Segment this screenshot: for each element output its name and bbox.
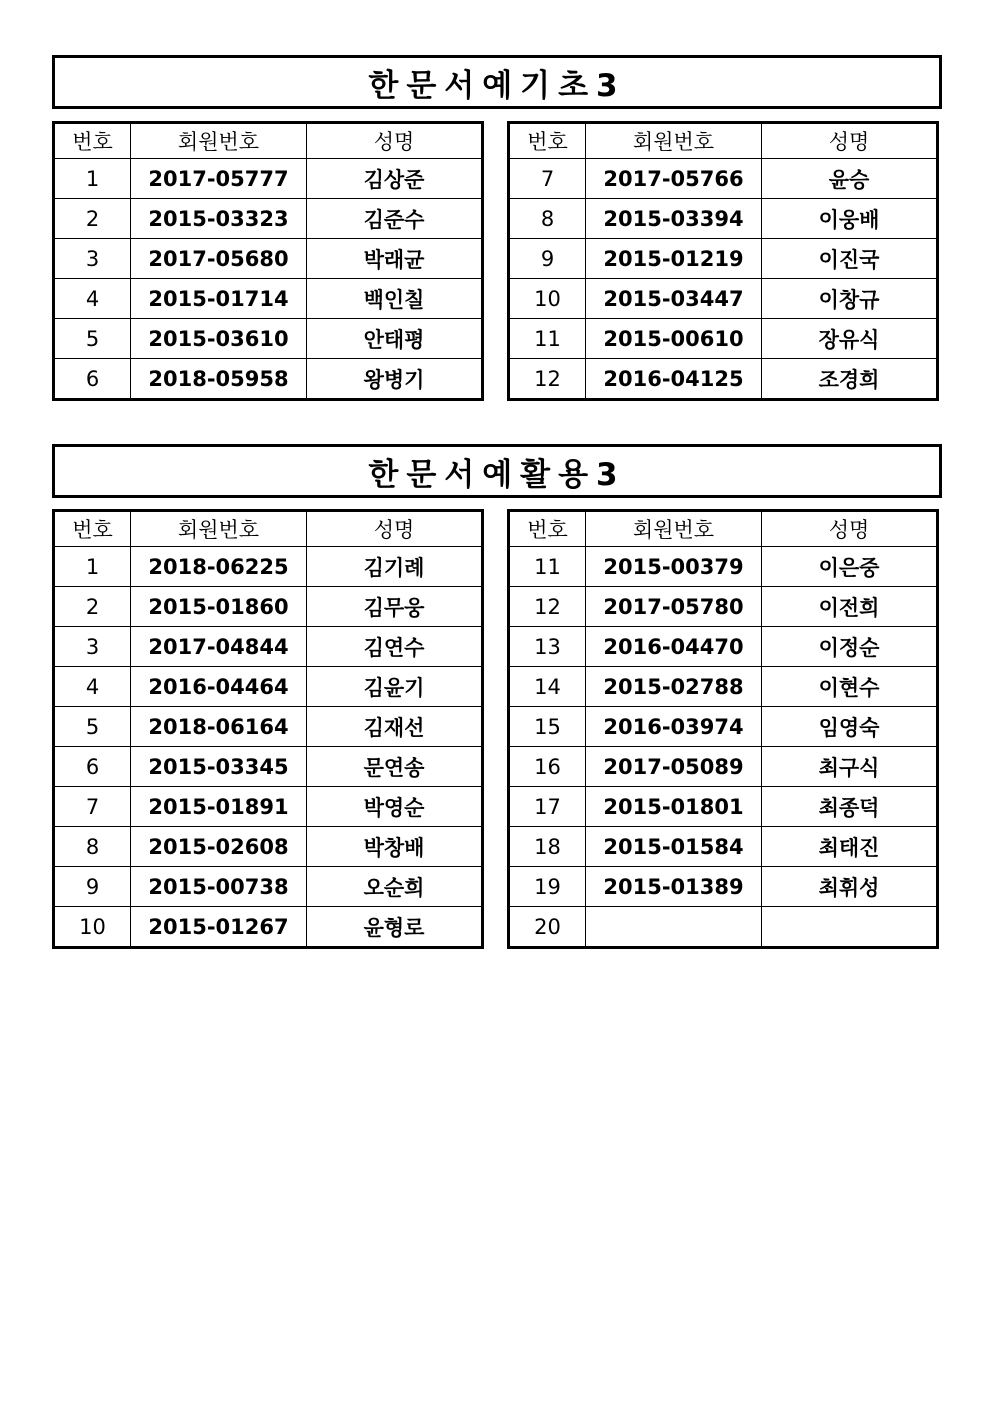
row-no: 18	[509, 827, 586, 867]
table-row	[54, 627, 483, 667]
table-row	[54, 279, 483, 319]
roster-table-basic-left	[52, 121, 484, 401]
row-name: 최휘성	[762, 867, 938, 907]
row-name: 최구식	[762, 747, 938, 787]
row-no: 15	[509, 707, 586, 747]
row-member-id: 2015-01219	[586, 239, 762, 279]
row-member-id: 2015-03345	[131, 747, 307, 787]
row-member-id: 2015-01389	[586, 867, 762, 907]
row-name: 이웅배	[762, 199, 938, 239]
header-name: 성명	[307, 511, 483, 547]
row-no: 2	[54, 199, 131, 239]
row-no: 13	[509, 627, 586, 667]
table-row	[509, 279, 938, 319]
row-no: 3	[54, 627, 131, 667]
row-name: 김무웅	[307, 587, 483, 627]
row-name: 이창규	[762, 279, 938, 319]
row-no: 19	[509, 867, 586, 907]
table-header-row	[54, 511, 483, 547]
row-member-id: 2015-01860	[131, 587, 307, 627]
row-no: 4	[54, 279, 131, 319]
table-row	[509, 547, 938, 587]
row-name: 김기례	[307, 547, 483, 587]
row-no: 8	[509, 199, 586, 239]
row-member-id: 2018-06164	[131, 707, 307, 747]
roster-table-applied-right	[507, 509, 939, 949]
row-name: 김윤기	[307, 667, 483, 707]
table-row	[54, 907, 483, 948]
row-member-id: 2015-03447	[586, 279, 762, 319]
row-name: 장유식	[762, 319, 938, 359]
table-row	[54, 239, 483, 279]
row-name: 김상준	[307, 159, 483, 199]
table-row	[54, 547, 483, 587]
row-no: 1	[54, 547, 131, 587]
row-no: 16	[509, 747, 586, 787]
row-no: 7	[54, 787, 131, 827]
header-no: 번호	[509, 123, 586, 159]
row-no: 7	[509, 159, 586, 199]
header-no: 번호	[509, 511, 586, 547]
row-no: 8	[54, 827, 131, 867]
table-row	[54, 159, 483, 199]
row-member-id: 2015-00738	[131, 867, 307, 907]
row-member-id: 2017-05766	[586, 159, 762, 199]
row-name: 박창배	[307, 827, 483, 867]
row-member-id: 2015-03394	[586, 199, 762, 239]
row-member-id: 2016-04470	[586, 627, 762, 667]
row-name: 최태진	[762, 827, 938, 867]
row-member-id: 2018-05958	[131, 359, 307, 400]
row-name: 문연송	[307, 747, 483, 787]
row-name: 이정순	[762, 627, 938, 667]
row-no: 5	[54, 319, 131, 359]
table-row	[54, 587, 483, 627]
header-member-id: 회원번호	[131, 123, 307, 159]
table-row	[509, 239, 938, 279]
row-name: 안태평	[307, 319, 483, 359]
table-row	[509, 667, 938, 707]
table-row	[509, 707, 938, 747]
table-row	[509, 159, 938, 199]
row-member-id: 2015-03323	[131, 199, 307, 239]
row-member-id: 2017-05777	[131, 159, 307, 199]
header-no: 번호	[54, 511, 131, 547]
row-name: 이현수	[762, 667, 938, 707]
table-row	[54, 747, 483, 787]
row-no: 2	[54, 587, 131, 627]
table-row	[509, 827, 938, 867]
row-no: 10	[509, 279, 586, 319]
row-name: 김연수	[307, 627, 483, 667]
row-member-id: 2018-06225	[131, 547, 307, 587]
row-name: 임영숙	[762, 707, 938, 747]
row-member-id: 2016-04464	[131, 667, 307, 707]
row-no: 14	[509, 667, 586, 707]
row-member-id: 2016-04125	[586, 359, 762, 400]
row-member-id: 2015-01267	[131, 907, 307, 948]
table-row	[509, 359, 938, 400]
table-row	[509, 319, 938, 359]
row-no: 4	[54, 667, 131, 707]
table-row	[509, 199, 938, 239]
row-no: 6	[54, 359, 131, 400]
table-row	[54, 319, 483, 359]
row-no: 1	[54, 159, 131, 199]
section-title-basic: 한문서예기초3	[52, 55, 942, 109]
row-name: 왕병기	[307, 359, 483, 400]
row-member-id: 2015-02608	[131, 827, 307, 867]
table-row	[54, 827, 483, 867]
row-name: 이전희	[762, 587, 938, 627]
table-row	[509, 747, 938, 787]
row-no: 11	[509, 547, 586, 587]
header-no: 번호	[54, 123, 131, 159]
row-name: 윤승	[762, 159, 938, 199]
row-member-id: 2015-03610	[131, 319, 307, 359]
row-name: 오순희	[307, 867, 483, 907]
row-name: 최종덕	[762, 787, 938, 827]
row-member-id	[586, 907, 762, 948]
table-row	[509, 787, 938, 827]
row-member-id: 2017-05089	[586, 747, 762, 787]
row-no: 20	[509, 907, 586, 948]
row-name: 박영순	[307, 787, 483, 827]
row-member-id: 2017-05780	[586, 587, 762, 627]
section-title-applied: 한문서예활용3	[52, 444, 942, 498]
table-row	[509, 587, 938, 627]
table-row	[509, 627, 938, 667]
header-name: 성명	[762, 511, 938, 547]
row-member-id: 2015-01714	[131, 279, 307, 319]
row-name: 김준수	[307, 199, 483, 239]
table-row	[54, 787, 483, 827]
row-no: 12	[509, 587, 586, 627]
roster-table-basic-right	[507, 121, 939, 401]
row-name: 윤형로	[307, 907, 483, 948]
header-member-id: 회원번호	[586, 123, 762, 159]
row-no: 17	[509, 787, 586, 827]
table-row	[54, 667, 483, 707]
row-name: 김재선	[307, 707, 483, 747]
row-no: 5	[54, 707, 131, 747]
row-member-id: 2016-03974	[586, 707, 762, 747]
row-member-id: 2015-02788	[586, 667, 762, 707]
row-name: 조경희	[762, 359, 938, 400]
table-row	[509, 907, 938, 948]
row-no: 9	[54, 867, 131, 907]
row-member-id: 2015-01801	[586, 787, 762, 827]
header-member-id: 회원번호	[131, 511, 307, 547]
table-header-row	[509, 511, 938, 547]
row-name	[762, 907, 938, 948]
table-row	[54, 199, 483, 239]
row-name: 박래균	[307, 239, 483, 279]
row-member-id: 2015-00379	[586, 547, 762, 587]
row-name: 백인칠	[307, 279, 483, 319]
roster-table-applied-left	[52, 509, 484, 949]
row-no: 9	[509, 239, 586, 279]
row-member-id: 2017-04844	[131, 627, 307, 667]
row-member-id: 2015-01891	[131, 787, 307, 827]
table-row	[54, 359, 483, 400]
row-no: 11	[509, 319, 586, 359]
table-row	[54, 707, 483, 747]
row-member-id: 2015-01584	[586, 827, 762, 867]
row-no: 10	[54, 907, 131, 948]
table-header-row	[54, 123, 483, 159]
header-member-id: 회원번호	[586, 511, 762, 547]
header-name: 성명	[307, 123, 483, 159]
table-header-row	[509, 123, 938, 159]
row-no: 12	[509, 359, 586, 400]
table-row	[509, 867, 938, 907]
row-no: 6	[54, 747, 131, 787]
header-name: 성명	[762, 123, 938, 159]
row-member-id: 2015-00610	[586, 319, 762, 359]
row-member-id: 2017-05680	[131, 239, 307, 279]
row-no: 3	[54, 239, 131, 279]
row-name: 이은중	[762, 547, 938, 587]
row-name: 이진국	[762, 239, 938, 279]
table-row	[54, 867, 483, 907]
